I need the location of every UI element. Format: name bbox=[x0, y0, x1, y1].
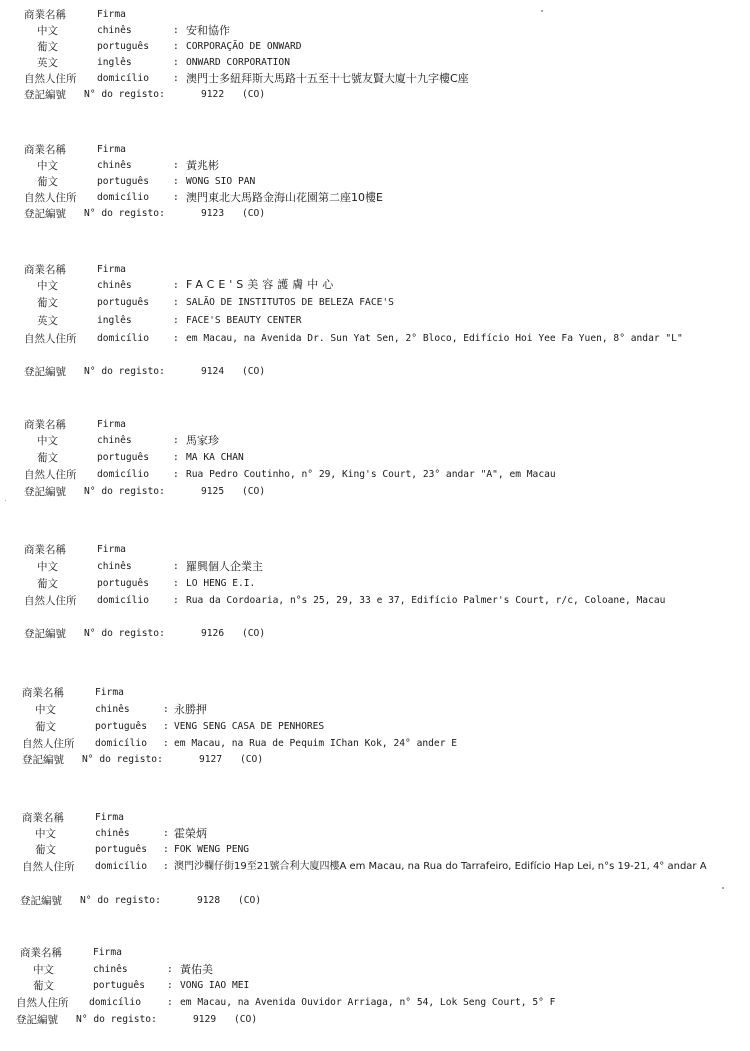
registo-number: 9128 bbox=[197, 895, 221, 906]
colon: : bbox=[167, 997, 173, 1008]
domicilio-label-cjk: 自然人住所 bbox=[24, 192, 77, 204]
chines-label: chinês bbox=[95, 828, 130, 839]
ingles-label-cjk: 英文 bbox=[37, 57, 58, 69]
chines-label: chinês bbox=[93, 964, 128, 975]
colon: : bbox=[173, 469, 179, 480]
portugues-value: LO HENG E.I. bbox=[186, 578, 256, 589]
registo-label-cjk: 登記編號 bbox=[24, 366, 66, 378]
registo-label-cjk: 登記編號 bbox=[22, 754, 64, 766]
colon: : bbox=[173, 192, 179, 203]
registo-number: 9127 bbox=[199, 754, 223, 765]
registo-label: N° do registo: bbox=[84, 208, 165, 219]
domicilio-label: domicílio bbox=[95, 861, 147, 872]
chines-label-cjk: 中文 bbox=[33, 964, 54, 976]
chines-value: FACE'S美容護膚中心 bbox=[186, 278, 338, 291]
registo-number: 9125 bbox=[201, 486, 225, 497]
firma-label-cjk: 商業名稱 bbox=[24, 9, 66, 21]
domicilio-value: 澳門沙欄仔街19至21號合利大廈四樓A em Macau, na Rua do Tarrafeiro, Edifício Hap Lei, n°s 19-21, 4° andar A bbox=[174, 861, 707, 872]
chines-value: 永勝押 bbox=[174, 703, 207, 716]
domicilio-value: em Macau, na Rua de Pequim IChan Kok, 24° ander E bbox=[174, 738, 458, 749]
portugues-value: WONG SIO PAN bbox=[186, 176, 256, 187]
firma-label-cjk: 商業名稱 bbox=[24, 544, 66, 556]
registo-label: N° do registo: bbox=[82, 754, 163, 765]
firma-label: Firma bbox=[97, 544, 126, 555]
colon: : bbox=[173, 435, 179, 446]
firma-label: Firma bbox=[97, 419, 126, 430]
registo-label: N° do registo: bbox=[84, 89, 165, 100]
domicilio-label-cjk: 自然人住所 bbox=[24, 73, 77, 85]
ingles-label: inglês bbox=[97, 315, 132, 326]
chines-value: 馬家珍 bbox=[186, 434, 219, 447]
registo-label: N° do registo: bbox=[76, 1014, 157, 1025]
domicilio-label: domicílio bbox=[97, 595, 149, 606]
registo-number: 9124 bbox=[201, 366, 225, 377]
domicilio-label-cjk: 自然人住所 bbox=[24, 333, 77, 345]
colon: : bbox=[173, 595, 179, 606]
registo-label: N° do registo: bbox=[84, 366, 165, 377]
colon: : bbox=[163, 844, 169, 855]
colon: : bbox=[163, 861, 169, 872]
registo-label-cjk: 登記編號 bbox=[24, 486, 66, 498]
chines-value: 羅興個人企業主 bbox=[186, 560, 263, 573]
domicilio-value: em Macau, na Avenida Ouvidor Arriaga, n° 54, Lok Seng Court, 5° F bbox=[180, 997, 556, 1008]
portugues-label: português bbox=[95, 721, 147, 732]
portugues-label-cjk: 葡文 bbox=[37, 41, 58, 53]
colon: : bbox=[173, 297, 179, 308]
domicilio-value: Rua Pedro Coutinho, n° 29, King's Court, 23° andar "A", em Macau bbox=[186, 469, 556, 480]
portugues-label: português bbox=[97, 578, 149, 589]
portugues-value: SALÃO DE INSTITUTOS DE BELEZA FACE'S bbox=[186, 297, 394, 308]
firma-label: Firma bbox=[95, 687, 124, 698]
colon: : bbox=[173, 578, 179, 589]
chines-value: 霍榮炳 bbox=[174, 827, 207, 840]
portugues-value: VONG IAO MEI bbox=[180, 980, 250, 991]
portugues-label: português bbox=[97, 297, 149, 308]
domicilio-value: Rua da Cordoaria, n°s 25, 29, 33 e 37, Edifício Palmer's Court, r/c, Coloane, Macau bbox=[186, 595, 666, 606]
portugues-label-cjk: 葡文 bbox=[37, 452, 58, 464]
colon: : bbox=[173, 561, 179, 572]
ingles-label: inglês bbox=[97, 57, 132, 68]
portugues-label-cjk: 葡文 bbox=[37, 578, 58, 590]
domicilio-label: domicílio bbox=[89, 997, 141, 1008]
portugues-label: português bbox=[97, 452, 149, 463]
colon: : bbox=[173, 333, 179, 344]
portugues-label-cjk: 葡文 bbox=[35, 844, 56, 856]
chines-value: 黃佑美 bbox=[180, 963, 213, 976]
colon: : bbox=[163, 738, 169, 749]
domicilio-label: domicílio bbox=[97, 333, 149, 344]
colon: : bbox=[173, 57, 179, 68]
domicilio-value: em Macau, na Avenida Dr. Sun Yat Sen, 2° Bloco, Edifício Hoi Yee Fa Yuen, 8° andar "L" bbox=[186, 333, 683, 344]
chines-label: chinês bbox=[97, 561, 132, 572]
registo-number: 9126 bbox=[201, 628, 225, 639]
colon: : bbox=[167, 980, 173, 991]
registo-label-cjk: 登記編號 bbox=[20, 895, 62, 907]
domicilio-label-cjk: 自然人住所 bbox=[22, 861, 75, 873]
portugues-label: português bbox=[93, 980, 145, 991]
colon: : bbox=[163, 704, 169, 715]
registo-type: (CO) bbox=[242, 208, 266, 219]
portugues-value: CORPORAÇÃO DE ONWARD bbox=[186, 41, 302, 52]
firma-label: Firma bbox=[97, 9, 126, 20]
chines-value: 安和協作 bbox=[186, 24, 230, 37]
ingles-label-cjk: 英文 bbox=[37, 315, 58, 327]
registo-label: N° do registo: bbox=[80, 895, 161, 906]
registo-type: (CO) bbox=[242, 628, 266, 639]
firma-label: Firma bbox=[95, 812, 124, 823]
scan-speck bbox=[5, 500, 6, 501]
registo-label-cjk: 登記編號 bbox=[16, 1014, 58, 1026]
firma-label: Firma bbox=[97, 264, 126, 275]
colon: : bbox=[173, 25, 179, 36]
registo-label: N° do registo: bbox=[84, 486, 165, 497]
chines-label: chinês bbox=[97, 25, 132, 36]
registo-type: (CO) bbox=[242, 89, 266, 100]
registo-type: (CO) bbox=[242, 366, 266, 377]
colon: : bbox=[173, 452, 179, 463]
domicilio-value: 澳門東北大馬路金海山花園第二座10樓E bbox=[186, 191, 383, 204]
colon: : bbox=[173, 41, 179, 52]
portugues-label: português bbox=[97, 176, 149, 187]
firma-label: Firma bbox=[97, 144, 126, 155]
colon: : bbox=[163, 828, 169, 839]
domicilio-label: domicílio bbox=[97, 192, 149, 203]
chines-label: chinês bbox=[97, 280, 132, 291]
domicilio-label: domicílio bbox=[95, 738, 147, 749]
firma-label-cjk: 商業名稱 bbox=[22, 812, 64, 824]
registo-type: (CO) bbox=[238, 895, 262, 906]
chines-label-cjk: 中文 bbox=[37, 25, 58, 37]
portugues-value: FOK WENG PENG bbox=[174, 844, 250, 855]
chines-label-cjk: 中文 bbox=[37, 160, 58, 172]
portugues-label-cjk: 葡文 bbox=[37, 176, 58, 188]
portugues-label: português bbox=[97, 41, 149, 52]
portugues-label-cjk: 葡文 bbox=[33, 980, 54, 992]
registo-label-cjk: 登記編號 bbox=[24, 628, 66, 640]
colon: : bbox=[173, 160, 179, 171]
registo-number: 9122 bbox=[201, 89, 225, 100]
chines-label: chinês bbox=[97, 435, 132, 446]
registo-label: N° do registo: bbox=[84, 628, 165, 639]
registo-type: (CO) bbox=[240, 754, 264, 765]
registo-number: 9123 bbox=[201, 208, 225, 219]
firma-label-cjk: 商業名稱 bbox=[24, 419, 66, 431]
portugues-label: português bbox=[95, 844, 147, 855]
colon: : bbox=[173, 280, 179, 291]
registo-number: 9129 bbox=[193, 1014, 217, 1025]
ingles-value: ONWARD CORPORATION bbox=[186, 57, 290, 68]
colon: : bbox=[167, 964, 173, 975]
chines-label: chinês bbox=[97, 160, 132, 171]
registo-type: (CO) bbox=[234, 1014, 258, 1025]
scan-speck bbox=[541, 10, 543, 12]
registo-label-cjk: 登記編號 bbox=[24, 208, 66, 220]
chines-label-cjk: 中文 bbox=[37, 561, 58, 573]
ingles-value: FACE'S BEAUTY CENTER bbox=[186, 315, 302, 326]
domicilio-label: domicílio bbox=[97, 469, 149, 480]
domicilio-value: 澳門士多紐拜斯大馬路十五至十七號友賢大廈十九字樓C座 bbox=[186, 72, 469, 85]
registo-label-cjk: 登記編號 bbox=[24, 89, 66, 101]
chines-value: 黃兆彬 bbox=[186, 159, 219, 172]
firma-label: Firma bbox=[93, 947, 122, 958]
colon: : bbox=[173, 176, 179, 187]
domicilio-label-cjk: 自然人住所 bbox=[24, 595, 77, 607]
scan-speck bbox=[722, 887, 724, 889]
domicilio-label-cjk: 自然人住所 bbox=[16, 997, 69, 1009]
chines-label: chinês bbox=[95, 704, 130, 715]
colon: : bbox=[163, 721, 169, 732]
chines-label-cjk: 中文 bbox=[35, 828, 56, 840]
portugues-value: VENG SENG CASA DE PENHORES bbox=[174, 721, 325, 732]
colon: : bbox=[173, 73, 179, 84]
portugues-label-cjk: 葡文 bbox=[37, 297, 58, 309]
portugues-value: MA KA CHAN bbox=[186, 452, 244, 463]
portugues-label-cjk: 葡文 bbox=[35, 721, 56, 733]
chines-label-cjk: 中文 bbox=[37, 435, 58, 447]
domicilio-label-cjk: 自然人住所 bbox=[22, 738, 75, 750]
firma-label-cjk: 商業名稱 bbox=[24, 144, 66, 156]
domicilio-label: domicílio bbox=[97, 73, 149, 84]
colon: : bbox=[173, 315, 179, 326]
domicilio-label-cjk: 自然人住所 bbox=[24, 469, 77, 481]
firma-label-cjk: 商業名稱 bbox=[20, 947, 62, 959]
chines-label-cjk: 中文 bbox=[35, 704, 56, 716]
firma-label-cjk: 商業名稱 bbox=[22, 687, 64, 699]
chines-label-cjk: 中文 bbox=[37, 280, 58, 292]
registo-type: (CO) bbox=[242, 486, 266, 497]
firma-label-cjk: 商業名稱 bbox=[24, 264, 66, 276]
